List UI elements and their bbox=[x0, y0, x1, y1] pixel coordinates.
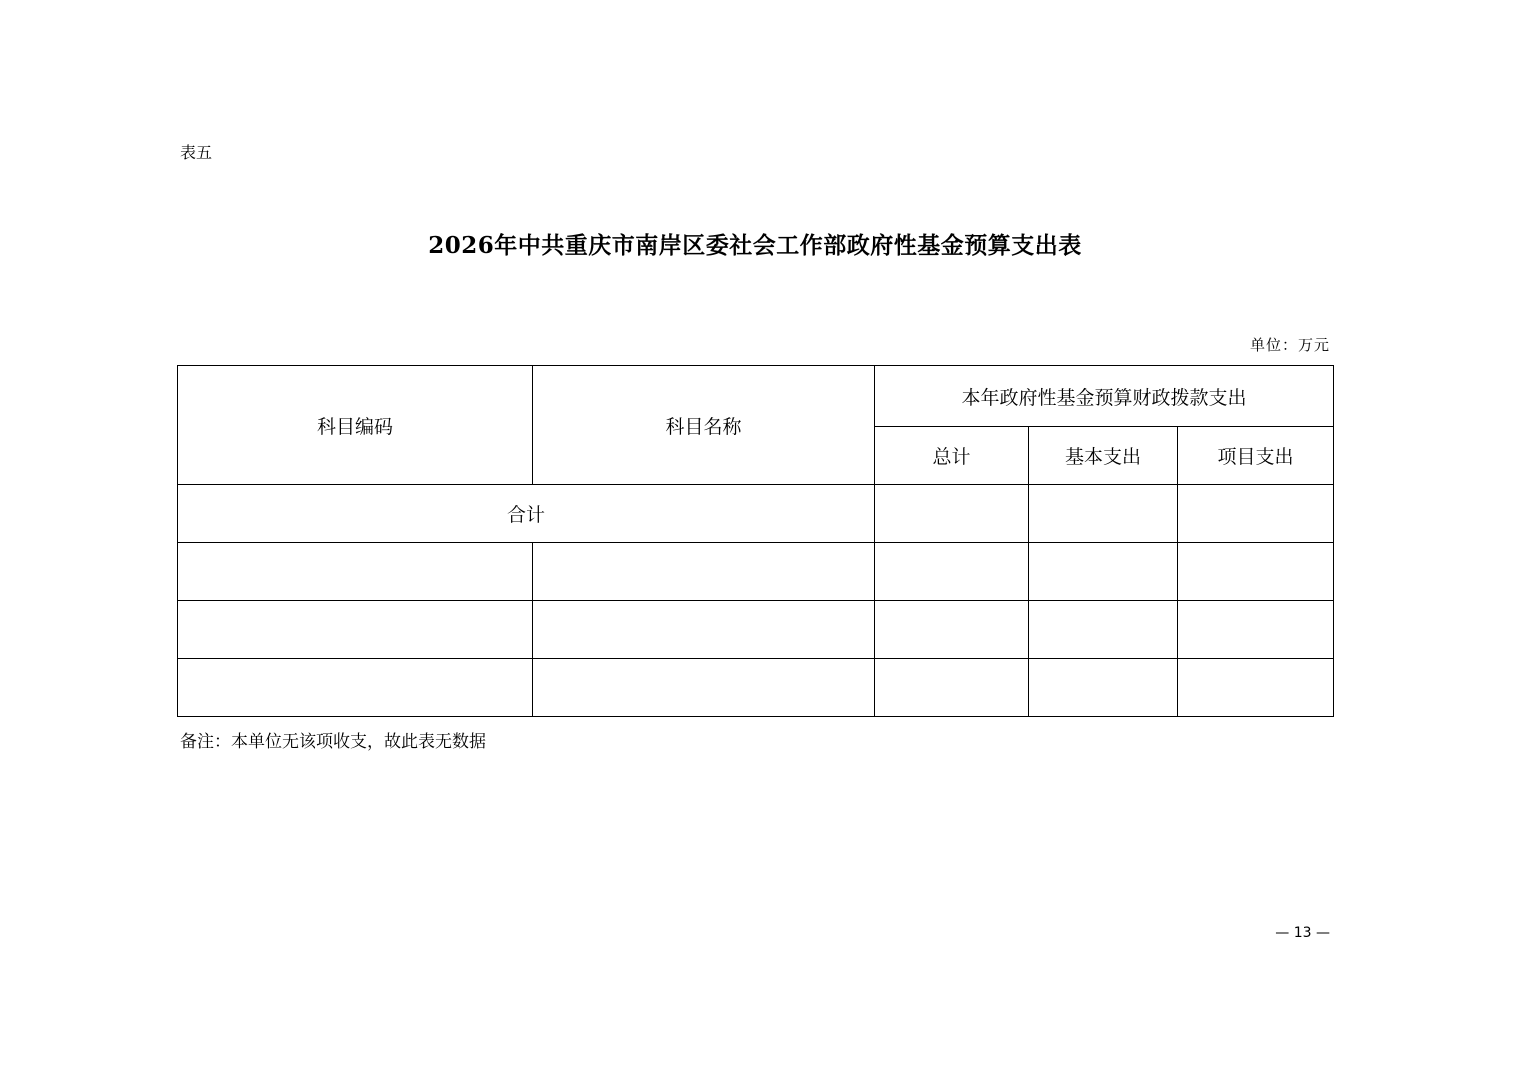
row-code bbox=[178, 601, 533, 659]
table-row bbox=[178, 543, 1334, 601]
header-basic-expenditure: 基本支出 bbox=[1029, 427, 1178, 485]
table-label: 表五 bbox=[180, 143, 213, 162]
row-code bbox=[178, 659, 533, 717]
row-basic bbox=[1029, 659, 1178, 717]
header-row bbox=[178, 366, 1334, 427]
budget-table bbox=[177, 365, 1334, 717]
row-total bbox=[875, 543, 1029, 601]
document-title: 2026年中共重庆市南岸区委社会工作部政府性基金预算支出表 bbox=[428, 232, 1082, 259]
row-project bbox=[1178, 601, 1334, 659]
row-project bbox=[1178, 543, 1334, 601]
header-total: 总计 bbox=[875, 427, 1029, 485]
row-name bbox=[533, 601, 875, 659]
remark-note: 备注：本单位无该项收支，故此表无数据 bbox=[180, 732, 486, 752]
header-subject-code: 科目编码 bbox=[178, 366, 533, 485]
header-project-expenditure: 项目支出 bbox=[1178, 427, 1334, 485]
table-row bbox=[178, 601, 1334, 659]
row-basic bbox=[1029, 601, 1178, 659]
row-basic bbox=[1029, 543, 1178, 601]
row-name bbox=[533, 659, 875, 717]
header-subject-name: 科目名称 bbox=[533, 366, 875, 485]
unit-note: 单位：万元 bbox=[1249, 336, 1330, 354]
row-total bbox=[875, 601, 1029, 659]
total-row-basic bbox=[1029, 485, 1178, 543]
row-total bbox=[875, 659, 1029, 717]
row-project bbox=[1178, 659, 1334, 717]
row-code bbox=[178, 543, 533, 601]
page-number: — 13 — bbox=[1275, 925, 1330, 941]
total-row-project bbox=[1178, 485, 1334, 543]
row-name bbox=[533, 543, 875, 601]
total-row-label: 合计 bbox=[178, 485, 875, 543]
total-row bbox=[178, 485, 1334, 543]
total-row-total bbox=[875, 485, 1029, 543]
header-fund-expenditure-group: 本年政府性基金预算财政拨款支出 bbox=[875, 366, 1334, 427]
table-row bbox=[178, 659, 1334, 717]
